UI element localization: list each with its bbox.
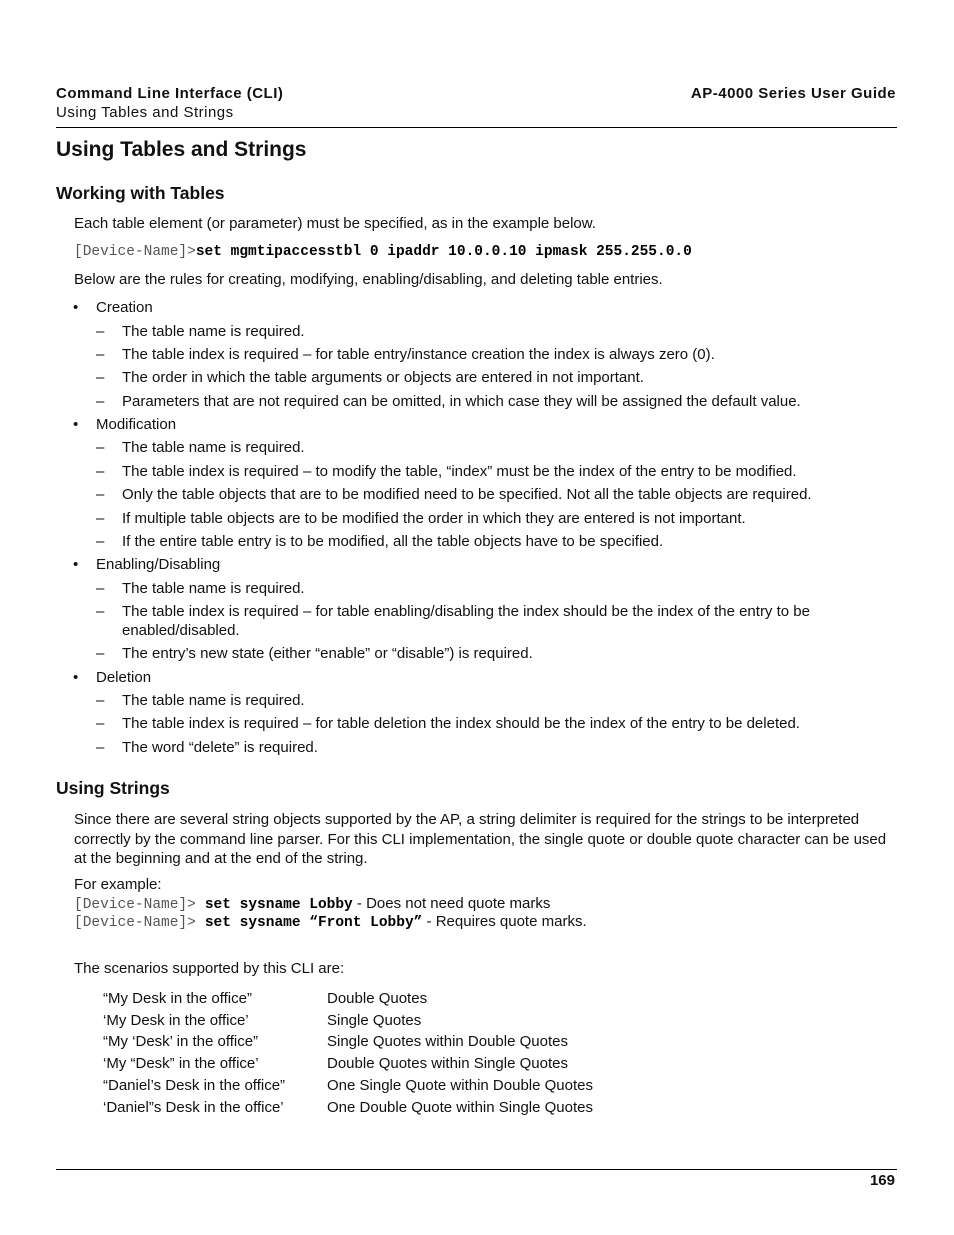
dash: –: [96, 439, 105, 456]
dash: –: [96, 323, 105, 340]
list-item: The entry’s new state (either “enable” or “disable”) is required.: [122, 645, 533, 662]
bullet: •: [73, 416, 79, 433]
list-item: The table index is required – for table entry/instance creation the index is always zero (0).: [122, 346, 715, 363]
bullet-label-creation: Creation: [96, 299, 153, 316]
cli-prompt: [Device-Name]>: [74, 915, 196, 931]
dash: –: [96, 463, 105, 480]
scenario-description: Double Quotes: [327, 990, 428, 1007]
scenario-example: ‘Daniel”s Desk in the office’: [103, 1099, 284, 1116]
bullet: •: [73, 669, 79, 686]
tables-intro: Each table element (or parameter) must be specified, as in the example below.: [74, 215, 596, 232]
guide-title: AP-4000 Series User Guide: [690, 85, 896, 102]
for-example-label: For example:: [74, 876, 162, 893]
scenarios-intro: The scenarios supported by this CLI are:: [74, 960, 345, 977]
bullet-label-modification: Modification: [96, 416, 177, 433]
scenario-example: ‘My “Desk” in the office’: [103, 1055, 259, 1072]
page-number: 169: [869, 1172, 895, 1189]
list-item: Only the table objects that are to be modified need to be specified. Not all the table objects are required.: [122, 486, 812, 503]
list-item: The order in which the table arguments or objects are entered in not important.: [122, 369, 644, 386]
example-note: - Does not need quote marks: [352, 895, 551, 912]
bullet-label-enabling: Enabling/Disabling: [96, 556, 221, 573]
dash: –: [96, 645, 105, 662]
list-item: The word “delete” is required.: [122, 739, 318, 756]
list-item: If multiple table objects are to be modified the order in which they are entered is not important.: [122, 510, 746, 527]
dash: –: [96, 510, 105, 527]
list-item: The table name is required.: [122, 439, 305, 456]
scenario-description: Double Quotes within Single Quotes: [327, 1055, 568, 1072]
dash: –: [96, 603, 105, 620]
dash: –: [96, 346, 105, 363]
dash: –: [96, 715, 105, 732]
header-rule: [56, 127, 897, 128]
cli-prompt: [Device-Name]>: [74, 244, 196, 260]
scenario-example: “My ‘Desk’ in the office”: [103, 1033, 259, 1050]
example-note: - Requires quote marks.: [422, 913, 587, 930]
list-item: The table name is required.: [122, 580, 305, 597]
string-example-2: [74, 913, 587, 931]
strings-intro: Since there are several string objects supported by the AP, a string delimiter is required for the strings to be interpreted correctly by the command line parser. For this CLI implementation, the single quote or double quote character can be used at the beginning and at the end of the string.: [74, 811, 887, 867]
scenario-example: ‘My Desk in the office’: [103, 1012, 249, 1029]
scenario-description: One Single Quote within Double Quotes: [327, 1077, 593, 1094]
scenario-description: One Double Quote within Single Quotes: [327, 1099, 593, 1116]
section-subtitle: Using Tables and Strings: [56, 104, 234, 121]
table-example-command: [74, 244, 692, 260]
cli-command: set sysname Lobby: [204, 897, 353, 913]
page-title: Using Tables and Strings: [56, 138, 307, 161]
bullet: •: [73, 556, 79, 573]
cli-command: set sysname “Front Lobby”: [204, 915, 423, 931]
strings-heading: Using Strings: [56, 778, 170, 798]
list-item: The table index is required – to modify the table, “index” must be the index of the entry to be modified.: [122, 463, 797, 480]
list-item: The table index is required – for table enabling/disabling the index should be the index of the entry to be enabled/disabled.: [122, 603, 810, 639]
rules-intro: Below are the rules for creating, modifying, enabling/disabling, and deleting table entries.: [74, 271, 663, 288]
list-item: The table index is required – for table deletion the index should be the index of the entry to be deleted.: [122, 715, 800, 732]
scenario-example: “My Desk in the office”: [103, 990, 252, 1007]
dash: –: [96, 739, 105, 756]
bullet-label-deletion: Deletion: [96, 669, 152, 686]
tables-heading: Working with Tables: [56, 183, 225, 203]
cli-command: set mgmtipaccesstbl 0 ipaddr 10.0.0.10 ipmask 255.255.0.0: [195, 244, 692, 260]
dash: –: [96, 486, 105, 503]
bullet: •: [73, 299, 79, 316]
cli-prompt: [Device-Name]>: [74, 897, 196, 913]
dash: –: [96, 369, 105, 386]
list-item: The table name is required.: [122, 323, 305, 340]
list-item: The table name is required.: [122, 692, 305, 709]
dash: –: [96, 580, 105, 597]
scenario-description: Single Quotes: [327, 1012, 422, 1029]
footer-rule: [56, 1169, 897, 1170]
chapter-title: Command Line Interface (CLI): [56, 85, 284, 102]
list-item: If the entire table entry is to be modified, all the table objects have to be specified.: [122, 533, 664, 550]
string-example-1: [74, 895, 550, 913]
list-item: Parameters that are not required can be omitted, in which case they will be assigned the default value.: [122, 393, 801, 410]
dash: –: [96, 393, 105, 410]
scenario-example: “Daniel’s Desk in the office”: [103, 1077, 286, 1094]
dash: –: [96, 692, 105, 709]
scenario-description: Single Quotes within Double Quotes: [327, 1033, 568, 1050]
dash: –: [96, 533, 105, 550]
